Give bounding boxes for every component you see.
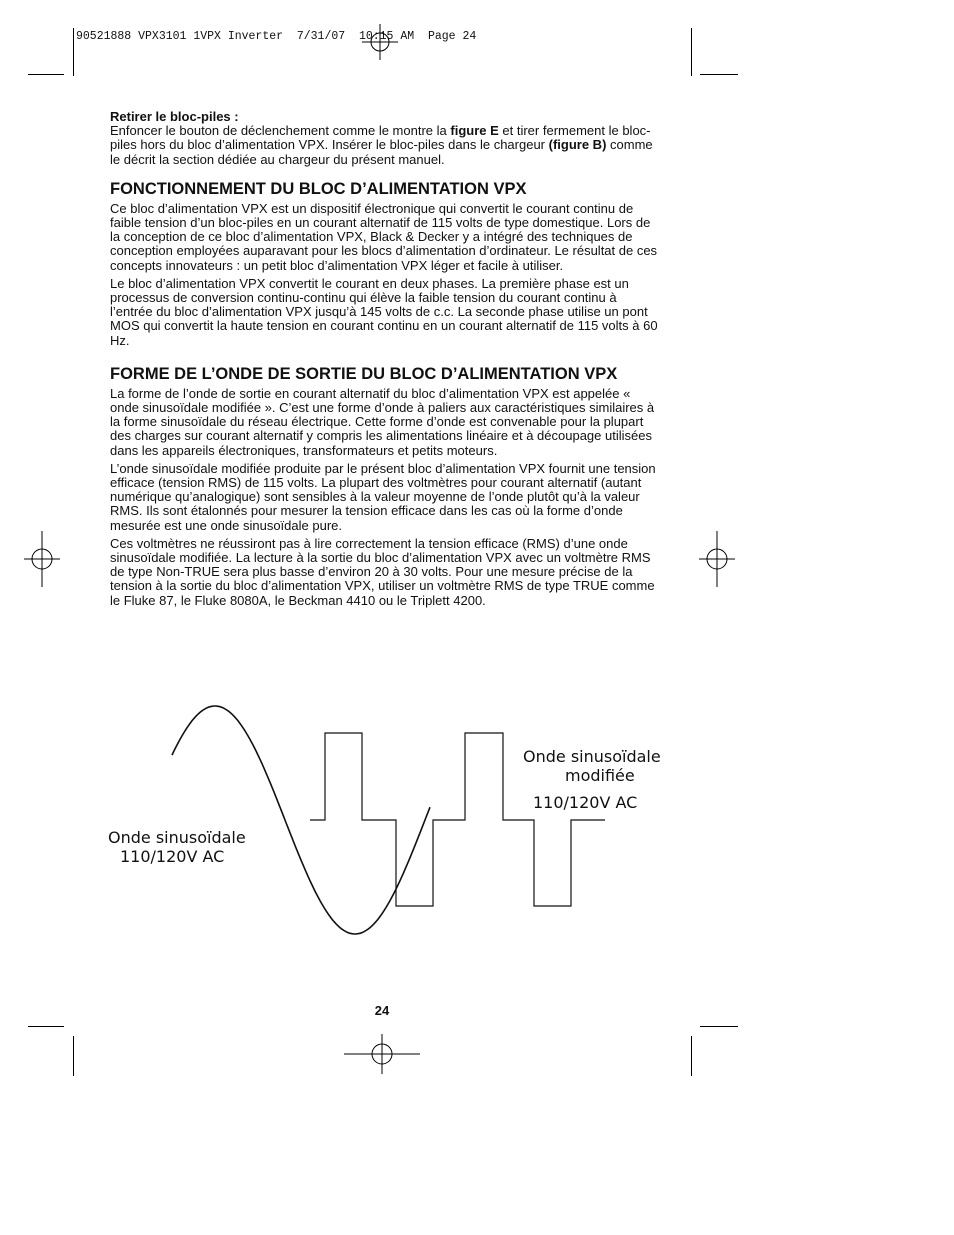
crop-mark [28, 74, 64, 75]
figure-ref: (figure B) [548, 137, 607, 153]
main-content [110, 110, 662, 612]
sine-label: Onde sinusoïdale [108, 828, 246, 847]
remove-battery-heading: Retirer le bloc-piles : [110, 109, 239, 124]
crop-mark [700, 1026, 738, 1027]
sine-label: 110/120V AC [120, 847, 225, 866]
page-number: 24 [374, 1003, 390, 1018]
body-paragraph: La forme de l’onde de sortie en courant alternatif du bloc d’alimentation VPX est appelée « onde sinusoïdale modifiée ». C’est une forme d’onde à paliers aux caractéristiques similaires à la forme sinusoïdale du réseau électrique. Cette forme d’onde est convenable pour la plupart des charges sur courant alternatif y compris les alimentations linéaire et à découpage utilisées dans les appareils électroniques, transformateurs et petits moteurs. [110, 385, 655, 458]
registration-target-icon [344, 1034, 420, 1074]
crop-mark [691, 1036, 692, 1076]
figure-ref: figure E [450, 123, 499, 139]
remove-text: Enfoncer le bouton de déclenchement comme le montre la [110, 123, 451, 139]
modified-label: modifiée [565, 766, 635, 785]
remove-battery-paragraph [110, 110, 662, 167]
section-heading: FONCTIONNEMENT DU BLOC D’ALIMENTATION VPX [110, 179, 527, 198]
remove-text: et tirer fermement le bloc-piles hors du bloc d’alimentation VPX. Insérer le bloc-piles dans le chargeur [110, 123, 651, 153]
crop-mark [691, 28, 692, 76]
body-paragraph: Ce bloc d’alimentation VPX est un dispositif électronique qui convertit le courant continu de faible tension d’un bloc-piles en un courant alternatif de 115 volts de type domestique. Lors de la conception de ce bloc d’alimentation VPX, Black & Decker y a intégré des techniques de conception employées auparavant pour les blocs d’alimentation d’ordinateur. Le résultat de ces concepts innovateurs : un petit bloc d’alimentation VPX léger et facile à utiliser. [110, 200, 658, 273]
section-heading: FORME DE L’ONDE DE SORTIE DU BLOC D’ALIMENTATION VPX [110, 364, 618, 383]
registration-target-icon [22, 531, 62, 587]
registration-target-icon [697, 531, 737, 587]
body-paragraph: L’onde sinusoïdale modifiée produite par le présent bloc d’alimentation VPX fournit une tension efficace (tension RMS) de 115 volts. La plupart des voltmètres pour courant alternatif (autant numérique qu’analogique) sont sensibles à la valeur moyenne de l’onde plutôt qu’à la valeur RMS. Ils sont étalonnés pour mesurer la tension efficace dans les cas où la forme d’onde mesurée est une onde sinusoïdale pure. [110, 460, 656, 533]
crop-mark [73, 28, 74, 76]
modified-label: 110/120V AC [533, 793, 638, 812]
body-paragraph: Ces voltmètres ne réussiront pas à lire correctement la tension efficace (RMS) d’une onde sinusoïdale modifiée. La lecture à la sortie du bloc d’alimentation VPX avec un voltmètre RMS de type Non-TRUE sera plus basse d’environ 20 à 30 volts. Pour une mesure précise de la tension à la sortie du bloc d’alimentation VPX, utiliser un voltmètre RMS de type TRUE comme le Fluke 87, le Fluke 8080A, le Beckman 4410 ou le Triplett 4200. [110, 535, 655, 608]
body-paragraph: Le bloc d’alimentation VPX convertit le courant en deux phases. La première phase est un processus de conversion continu-continu qui élève la faible tension du courant continu à l’entrée du bloc d’alimentation VPX jusqu’à 145 volts de c.c. La seconde phase utilise un pont MOS qui convertit la haute tension en courant continu en un courant alternatif de 115 volts à 60 Hz. [110, 275, 658, 348]
printer-slug: 90521888 VPX3101 1VPX Inverter 7/31/07 10:15 AM Page 24 [76, 30, 477, 43]
registration-target-icon [362, 24, 398, 60]
crop-mark [28, 1026, 64, 1027]
crop-mark [700, 74, 738, 75]
waveform-figure [100, 700, 680, 940]
crop-mark [73, 1036, 74, 1076]
remove-text: comme le décrit la section dédiée au chargeur du présent manuel. [110, 137, 653, 167]
modified-label: Onde sinusoïdale [523, 747, 661, 766]
